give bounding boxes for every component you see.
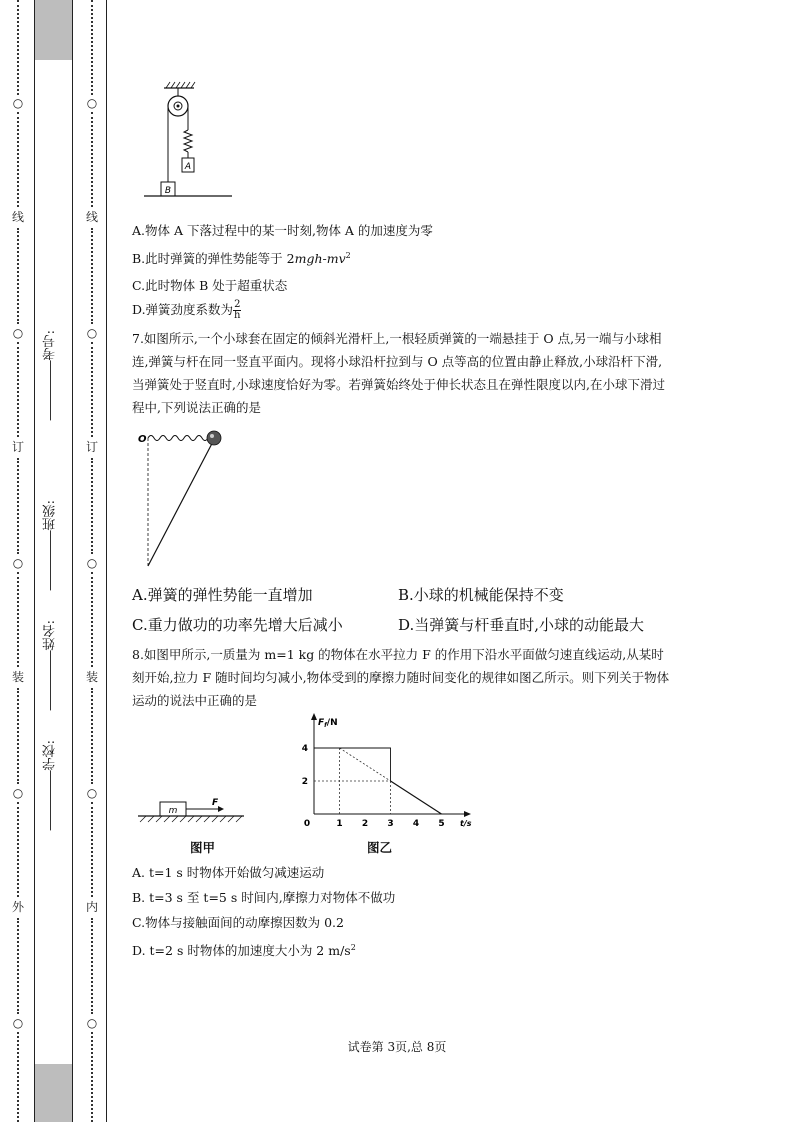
q6-option-d[interactable]: D.弹簧劲度系数为 $\frac{2}{h}$ [132, 299, 241, 321]
inner-seal-line [82, 0, 102, 1122]
seal-mark: ○ [86, 96, 98, 110]
seal-mark: ○ [86, 326, 98, 340]
x-tick-label: 5 [438, 819, 445, 829]
seal-mark: 线 [11, 210, 24, 224]
margin-rule [106, 0, 107, 1122]
class-field[interactable]: 班级: [41, 500, 67, 594]
seal-mark: ○ [12, 96, 24, 110]
incline-rod-diagram [136, 424, 236, 570]
x-tick-label: 0 [303, 819, 311, 829]
seal-mark: ○ [12, 556, 24, 570]
fig-b-caption: 图乙 [367, 840, 393, 855]
block-b-label: B [164, 186, 172, 196]
x-tick-label: 3 [387, 819, 394, 829]
q8-stem: 8.如图甲所示,一质量为 m=1 kg 的物体在水平拉力 F 的作用下沿水平面做匀速直线运动,从某时刻开始,拉力 F 随时间均匀减小,物体受到的摩擦力随时间变化的规律如图乙所示。则下列关于物体运动的说法中正确的是 [132, 647, 670, 708]
x-axis-label: t/s [460, 819, 472, 828]
outer-seal-line [8, 0, 28, 1122]
margin-gray-block [34, 1064, 72, 1122]
x-tick-label: 4 [412, 819, 420, 829]
q7-option-c[interactable]: C.重力做功的功率先增大后减小 [132, 616, 343, 634]
seal-mark: 内 [85, 900, 98, 914]
friction-curve [391, 781, 442, 814]
seal-mark: 订 [85, 440, 98, 454]
q8-option-b[interactable]: B. t=3 s 至 t=5 s 时间内,摩擦力对物体不做功 [132, 890, 396, 905]
q6-option-c[interactable]: C.此时物体 B 处于超重状态 [132, 278, 288, 293]
q6-option-a[interactable]: A.物体 A 下落过程中的某一时刻,物体 A 的加速度为零 [132, 223, 433, 238]
force-decrease-line [340, 748, 391, 781]
margin-gray-block [34, 0, 72, 60]
fig-a-caption: 图甲 [190, 840, 216, 855]
seal-mark: ○ [86, 1016, 98, 1030]
x-tick-label: 1 [336, 819, 343, 829]
seal-mark: ○ [12, 326, 24, 340]
school-field[interactable]: 学校: [41, 740, 67, 834]
q8-option-c[interactable]: C.物体与接触面间的动摩擦因数为 0.2 [132, 915, 344, 930]
block-force-diagram [136, 796, 246, 832]
seal-mark: ○ [12, 786, 24, 800]
seal-mark: ○ [86, 786, 98, 800]
seal-mark: 装 [11, 670, 24, 684]
y-tick-label: 2 [301, 777, 308, 787]
margin-rule [72, 0, 73, 1122]
y-axis-label: $F_f/N$ [318, 718, 338, 729]
seal-mark: ○ [12, 1016, 24, 1030]
q8-option-d[interactable]: D. t=2 s 时物体的加速度大小为 2 $m/s^2$ [132, 942, 356, 958]
q7-option-a[interactable]: A.弹簧的弹性势能一直增加 [132, 586, 313, 604]
page-footer: 试卷第 3页,总 8页 [347, 1040, 447, 1054]
q8-option-a[interactable]: A. t=1 s 时物体开始做匀减速运动 [132, 865, 325, 880]
name-field[interactable]: 姓名: [41, 620, 67, 714]
seal-mark: 线 [85, 210, 98, 224]
force-f-label: F [212, 798, 219, 808]
block-a-label: A [184, 162, 192, 172]
pulley-spring-diagram [140, 78, 240, 202]
force-outline [314, 748, 391, 781]
seal-mark: 外 [11, 900, 24, 914]
exam-number-field[interactable]: 考号: [41, 330, 67, 424]
seal-mark: 订 [11, 440, 24, 454]
margin-rule [34, 0, 35, 1122]
y-tick-label: 4 [301, 744, 308, 754]
friction-time-graph [300, 712, 480, 830]
point-o-label: O [138, 434, 147, 445]
q6-option-b[interactable]: B.此时弹簧的弹性势能等于 $2mgh-mv^2$ [132, 250, 351, 266]
block-m-label: m [168, 806, 178, 816]
q7-option-d[interactable]: D.当弹簧与杆垂直时,小球的动能最大 [398, 616, 645, 634]
x-tick-label: 2 [361, 819, 369, 829]
seal-mark: ○ [86, 556, 98, 570]
fraction: $\frac{2}{h}$ [234, 299, 241, 321]
q7-stem: 7.如图所示,一个小球套在固定的倾斜光滑杆上,一根轻质弹簧的一端悬挂于 O 点,另一端与小球相连,弹簧与杆在同一竖直平面内。现将小球沿杆拉到与 O 点等高的位置由静止释放,小球沿杆下滑,当弹簧处于竖直时,小球速度恰好为零。若弹簧始终处于伸长状态且在弹性限度以内,在小球下滑过程中,下列说法正确的是 [132, 331, 665, 415]
binding-margin [0, 0, 108, 1122]
seal-mark: 装 [85, 670, 98, 684]
q7-option-b[interactable]: B.小球的机械能保持不变 [398, 586, 564, 604]
